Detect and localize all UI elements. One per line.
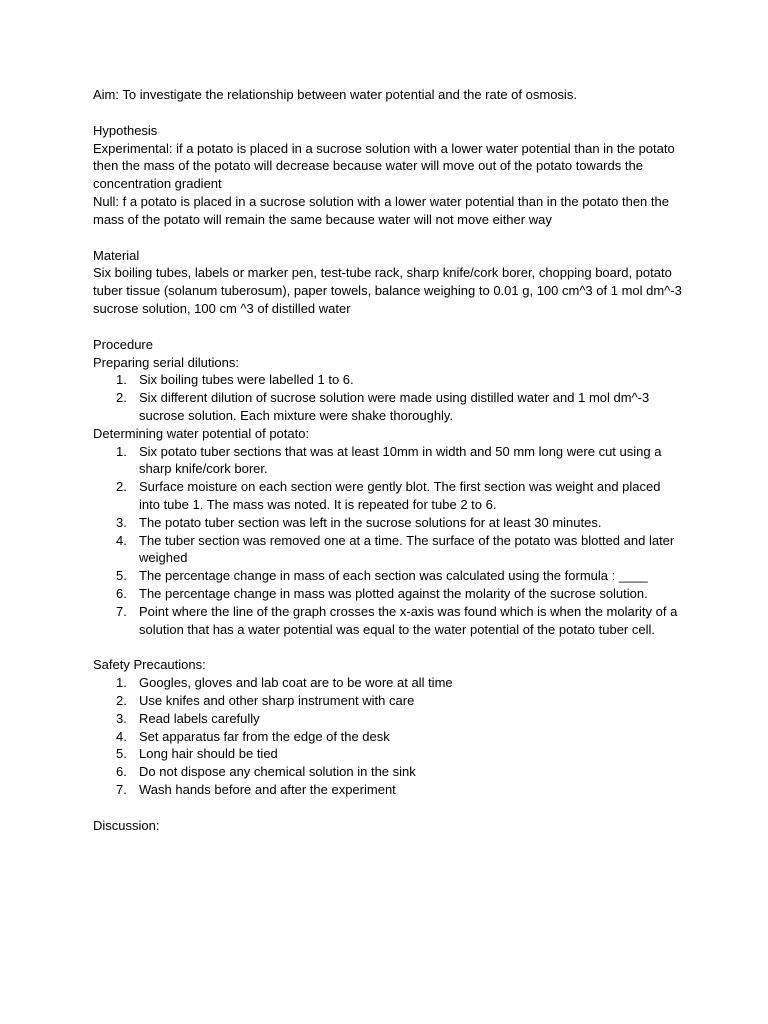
list-item — [93, 514, 683, 532]
list-item-text: Do not dispose any chemical solution in the sink — [139, 764, 416, 780]
experimental-hypothesis: Experimental: if a potato is placed in a sucrose solution with a lower water potential than in the potato then the mass of the potato will decrease because water will move out of the potato towards the concentration gradient — [93, 140, 675, 192]
spacer — [93, 638, 683, 656]
list-item-text: Wash hands before and after the experiment — [139, 781, 396, 797]
list-item-text: Read labels carefully — [139, 710, 260, 726]
list-number: 2. — [116, 479, 127, 495]
list-number: 5. — [116, 568, 127, 584]
list-item — [93, 710, 683, 728]
list-item-text: The tuber section was removed one at a time. The surface of the potato was blotted and later weighed — [139, 532, 675, 566]
list-item — [93, 692, 683, 710]
water-potential-heading: Determining water potential of potato: — [93, 425, 310, 441]
aim-text: Aim: To investigate the relationship between water potential and the rate of osmosis. — [93, 87, 577, 102]
list-number: 6. — [116, 764, 127, 780]
spacer — [93, 104, 683, 122]
list-number: 3. — [116, 514, 127, 530]
spacer — [93, 229, 683, 247]
list-number: 5. — [116, 746, 127, 762]
list-item — [93, 389, 683, 425]
list-item-text: Six potato tuber sections that was at least 10mm in width and 50 mm long were cut using a sharp knife/cork borer. — [139, 443, 662, 477]
list-number: 4. — [116, 728, 127, 744]
list-number: 6. — [116, 585, 127, 601]
hypothesis-heading: Hypothesis — [93, 122, 158, 138]
list-item-text: The percentage change in mass was plotted against the molarity of the sucrose solution. — [139, 585, 648, 601]
list-item — [93, 603, 683, 639]
null-hypothesis: Null: f a potato is placed in a sucrose solution with a lower water potential than in the potato then the mass of the potato will remain the same because water will not move either way — [93, 193, 669, 227]
list-item — [93, 478, 683, 514]
discussion-heading: Discussion: — [93, 817, 160, 833]
list-item-text: Use knifes and other sharp instrument with care — [139, 692, 415, 708]
list-item — [93, 443, 683, 479]
spacer — [93, 799, 683, 817]
list-number: 3. — [116, 710, 127, 726]
list-item — [93, 371, 683, 389]
list-number: 1. — [116, 675, 127, 691]
material-list: Six boiling tubes, labels or marker pen, test-tube rack, sharp knife/cork borer, chopping board, potato tuber tissue (solanum tuberosum), paper towels, balance weighing to 0.01 g, 100 cm^3 of 1 mol dm^-3 sucrose solution, 100 cm ^3 of distilled water — [93, 265, 682, 316]
list-item — [93, 585, 683, 603]
list-item — [93, 763, 683, 781]
list-item-text: Surface moisture on each section were gently blot. The first section was weight and placed into tube 1. The mass was noted. It is repeated for tube 2 to 6. — [139, 479, 661, 512]
list-item — [93, 745, 683, 763]
list-number: 2. — [116, 692, 127, 708]
dilutions-list — [93, 371, 683, 424]
list-number: 2. — [116, 390, 127, 406]
safety-list — [93, 674, 683, 799]
list-item — [93, 674, 683, 692]
material-heading: Material — [93, 247, 140, 263]
water-potential-steps — [93, 443, 683, 639]
list-item-text: Six different dilution of sucrose solution were made using distilled water and 1 mol dm^-3 sucrose solution. Each mixture were shake thoroughly. — [139, 390, 650, 423]
document-page — [93, 86, 683, 834]
dilutions-heading: Preparing serial dilutions: — [93, 354, 239, 370]
list-item — [93, 532, 683, 568]
list-item-text: Set apparatus far from the edge of the desk — [139, 728, 390, 744]
spacer — [93, 318, 683, 336]
procedure-heading: Procedure — [93, 336, 153, 352]
list-item-text: Six boiling tubes were labelled 1 to 6. — [139, 372, 354, 388]
list-number: 1. — [116, 443, 127, 459]
list-number: 7. — [116, 781, 127, 797]
list-item-text: The potato tuber section was left in the sucrose solutions for at least 30 minutes. — [139, 514, 602, 530]
list-item — [93, 781, 683, 799]
list-item — [93, 728, 683, 746]
list-number: 1. — [116, 372, 127, 388]
list-item-text: The percentage change in mass of each section was calculated using the formula : ____ — [139, 568, 648, 584]
list-item-text: Point where the line of the graph crosses the x-axis was found which is when the molarity of a solution that has a water potential was equal to the water potential of the potato tuber cell. — [139, 603, 678, 637]
list-number: 7. — [116, 603, 127, 619]
list-item-text: Googles, gloves and lab coat are to be wore at all time — [139, 675, 453, 691]
list-item-text: Long hair should be tied — [139, 746, 278, 762]
list-number: 4. — [116, 532, 127, 548]
safety-heading: Safety Precautions: — [93, 657, 206, 673]
list-item — [93, 567, 683, 585]
